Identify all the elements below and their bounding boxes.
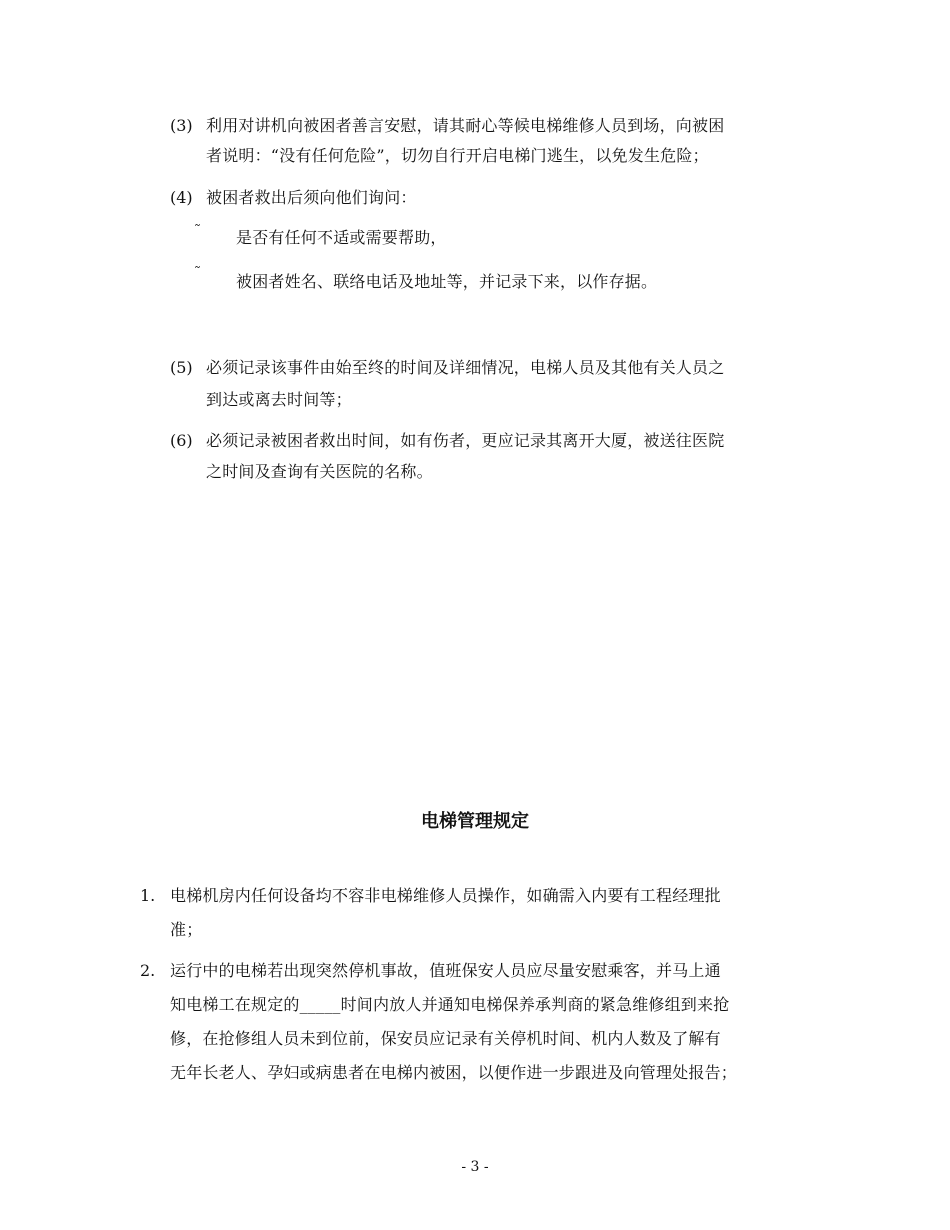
item-text-line: 之时间及查询有关医院的名称。	[206, 462, 433, 481]
page-number: - 3 -	[461, 1159, 489, 1175]
item-number: 1.	[140, 886, 156, 905]
item-number: (6)	[170, 431, 193, 450]
item-text-line: 被困者救出后须向他们询问：	[206, 188, 417, 207]
item-number: 2.	[140, 961, 156, 980]
item-number: (4)	[170, 188, 193, 207]
bullet-text: 是否有任何不适或需要帮助，	[236, 228, 447, 247]
item-text-line: 无年长老人、孕妇或病患者在电梯内被困，以便作进一步跟进及向管理处报告；	[170, 1063, 738, 1082]
item-text-line: 到达或离去时间等；	[206, 390, 352, 409]
item-text-line: 电梯机房内任何设备均不容非电梯维修人员操作，如确需入内要有工程经理批	[170, 886, 721, 905]
section-title: 电梯管理规定	[421, 811, 529, 832]
tilde-bullet-icon: ˜	[194, 265, 201, 281]
bullet-text: 被困者姓名、联络电话及地址等，并记录下来，以作存据。	[236, 272, 658, 291]
item-text-line: 准；	[170, 920, 203, 939]
item-text-line: 知电梯工在规定的_____时间内放人并通知电梯保养承判商的紧急维修组到来抢	[170, 995, 730, 1014]
item-number: (3)	[170, 116, 193, 135]
item-text-line: 必须记录被困者救出时间，如有伤者，更应记录其离开大厦，被送往医院	[206, 431, 725, 450]
item-number: (5)	[170, 358, 193, 377]
tilde-bullet-icon: ˜	[194, 223, 201, 239]
item-text-line: 者说明：“没有任何危险”，切勿自行开启电梯门逃生，以免发生危险；	[206, 146, 709, 165]
item-text-line: 必须记录该事件由始至终的时间及详细情况，电梯人员及其他有关人员之	[206, 358, 725, 377]
item-text-line: 修，在抢修组人员未到位前，保安员应记录有关停机时间、机内人数及了解有	[170, 1029, 721, 1048]
item-text-line: 利用对讲机向被困者善言安慰，请其耐心等候电梯维修人员到场，向被困	[206, 116, 725, 135]
item-text-line: 运行中的电梯若出现突然停机事故，值班保安人员应尽量安慰乘客，并马上通	[170, 961, 721, 980]
